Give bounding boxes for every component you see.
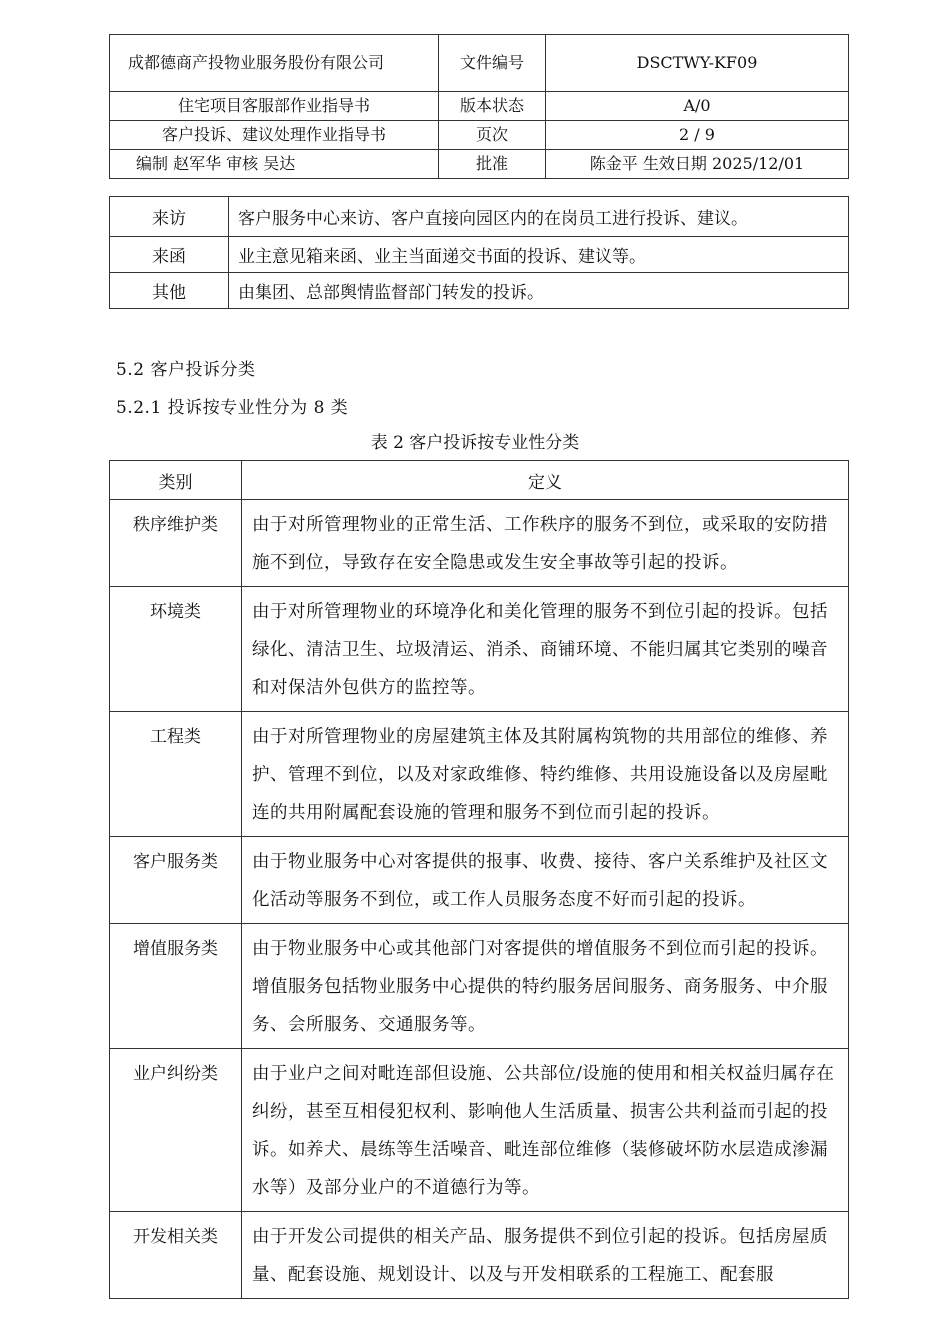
doc-no-label: 文件编号 [439,35,546,92]
table-row [110,1212,849,1299]
doc-no: DSCTWY-KF09 [546,35,849,92]
document-header-table [109,34,849,179]
complaint-category-table [109,460,849,1299]
category-name: 环境类 [110,587,242,712]
column-header-category: 类别 [110,461,242,500]
table-row [110,837,849,924]
category-name: 开发相关类 [110,1212,242,1299]
approve-value: 陈金平 生效日期 2025/12/01 [546,150,849,179]
category-name: 客户服务类 [110,837,242,924]
doc-title: 客户投诉、建议处理作业指导书 [110,121,439,150]
category-definition: 由于对所管理物业的环境净化和美化管理的服务不到位引起的投诉。包括绿化、清洁卫生、垃圾清运、消杀、商铺环境、不能归属其它类别的噪音和对保洁外包供方的监控等。 [242,587,849,712]
category-definition: 由于开发公司提供的相关产品、服务提供不到位引起的投诉。包括房屋质量、配套设施、规划设计、以及与开发相联系的工程施工、配套服 [242,1212,849,1299]
category-name: 业户纠纷类 [110,1049,242,1212]
section-heading: 5.2 客户投诉分类 [116,360,256,380]
table-row [110,587,849,712]
page-number: 2 / 9 [546,121,849,150]
source-value: 客户服务中心来访、客户直接向园区内的在岗员工进行投诉、建议。 [229,197,849,237]
compile-review: 编制 赵军华 审核 吴达 [110,150,439,179]
category-definition: 由于物业服务中心或其他部门对客提供的增值服务不到位而引起的投诉。增值服务包括物业服务中心提供的特约服务居间服务、商务服务、中介服务、会所服务、交通服务等。 [242,924,849,1049]
table-row [110,712,849,837]
manual-name: 住宅项目客服部作业指导书 [110,92,439,121]
category-definition: 由于物业服务中心对客提供的报事、收费、接待、客户关系维护及社区文化活动等服务不到位，或工作人员服务态度不好而引起的投诉。 [242,837,849,924]
table-caption: 表 2 客户投诉按专业性分类 [370,433,580,453]
page-label: 页次 [439,121,546,150]
complaint-sources-table [109,196,849,309]
table-row [110,924,849,1049]
source-key: 其他 [110,273,229,309]
category-name: 增值服务类 [110,924,242,1049]
category-name: 工程类 [110,712,242,837]
version-value: A/0 [546,92,849,121]
category-definition: 由于对所管理物业的正常生活、工作秩序的服务不到位，或采取的安防措施不到位，导致存在安全隐患或发生安全事故等引起的投诉。 [242,500,849,587]
category-definition: 由于对所管理物业的房屋建筑主体及其附属构筑物的共用部位的维修、养护、管理不到位，以及对家政维修、特约维修、共用设施设备以及房屋毗连的共用附属配套设施的管理和服务不到位而引起的投诉。 [242,712,849,837]
table-row [110,500,849,587]
table-row [110,1049,849,1212]
category-name: 秩序维护类 [110,500,242,587]
source-key: 来函 [110,237,229,273]
source-value: 业主意见箱来函、业主当面递交书面的投诉、建议等。 [229,237,849,273]
column-header-definition: 定义 [242,461,849,500]
source-value: 由集团、总部舆情监督部门转发的投诉。 [229,273,849,309]
category-definition: 由于业户之间对毗连部但设施、公共部位/设施的使用和相关权益归属存在纠纷，甚至互相侵犯权利、影响他人生活质量、损害公共利益而引起的投诉。如养犬、晨练等生活噪音、毗连部位维修（装修破坏防水层造成渗漏水等）及部分业户的不道德行为等。 [242,1049,849,1212]
subsection-heading: 5.2.1 投诉按专业性分为 8 类 [116,398,349,418]
approve-label: 批准 [439,150,546,179]
version-label: 版本状态 [439,92,546,121]
company-name: 成都德商产投物业服务股份有限公司 [110,35,439,92]
source-key: 来访 [110,197,229,237]
